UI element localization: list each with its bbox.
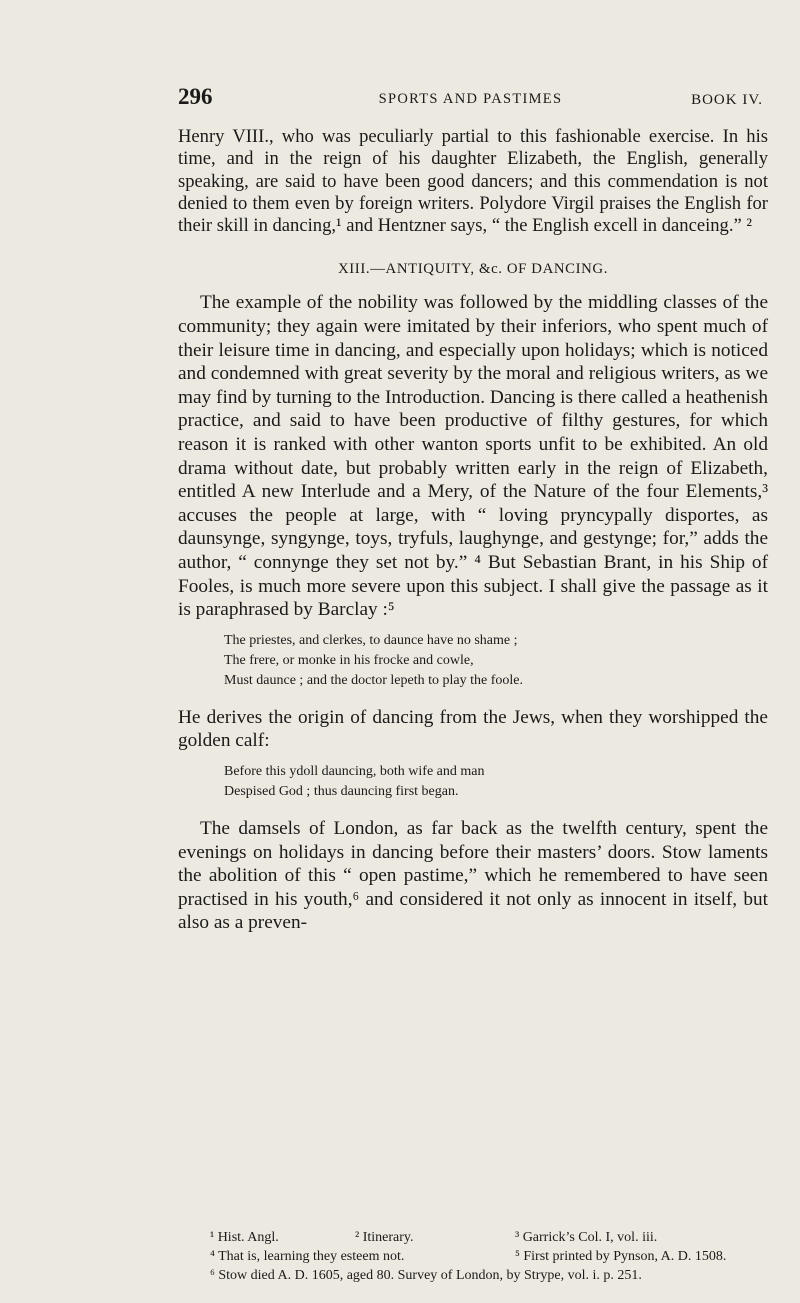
page-header [178, 84, 763, 124]
footnote-1: ¹ Hist. Angl. [210, 1230, 279, 1245]
verse-quote-golden-calf [224, 762, 768, 802]
footnote-6: ⁶ Stow died A. D. 1605, aged 80. Survey of London, by Strype, vol. i. p. 251. [210, 1268, 642, 1283]
running-title: SPORTS AND PASTIMES [378, 91, 563, 107]
verse-line: Must daunce ; and the doctor lepeth to play the foole. [224, 672, 523, 688]
verse-line: Before this ydoll dauncing, both wife and man [224, 763, 485, 779]
footnote-4: ⁴ That is, learning they esteem not. [210, 1249, 405, 1264]
paragraph-origin-dancing: He derives the origin of dancing from the Jews, when they worshipped the golden calf: [178, 706, 768, 752]
section-title: XIII.—ANTIQUITY, &c. OF DANCING. [337, 261, 609, 278]
verse-line: The priestes, and clerkes, to daunce have no shame ; [224, 632, 518, 648]
paragraph-henry-viii: Henry VIII., who was peculiarly partial to this fashionable exercise. In his time, and in the reign of his daughter Elizabeth, the English, generally speaking, are said to have been good dancers; and this commendation is not denied to them even by foreign writers. Polydore Virgil praises the English for their skill in dancing,¹ and Hentzner says, “ the English excell in danceing.” ² [178, 126, 768, 237]
footnote-3: ³ Garrick’s Col. I, vol. iii. [515, 1230, 658, 1245]
page-number: 296 [178, 84, 213, 109]
footnote-2: ² Itinerary. [355, 1230, 414, 1245]
paragraph-example-nobility: The example of the nobility was followed by the middling classes of the community; they again were imitated by their inferiors, who spent much of their leisure time in dancing, and especially upon holidays; which is noticed and condemned with great severity by the moral and religious writers, as we may find by turning to the Introduction. Dancing is there called a heathenish practice, and said to have been productive of filthy gestures, for which reason it is ranked with other wanton sports unfit to be exhibited. An old drama without date, but probably written early in the reign of Elizabeth, entitled A new Interlude and a Mery, of the Nature of the four Elements,³ accuses the people at large, with “ loving pryncypally disportes, as daunsynge, syngynge, toys, tryfuls, laughynge, and gestynge; for,” adds the author, “ connynge they set not by.” ⁴ But Sebastian Brant, in his Ship of Fooles, is much more severe upon this subject. I shall give the passage as it is paraphrased by Barclay :⁵ [178, 292, 768, 621]
verse-quote-barclay [224, 631, 768, 691]
paragraph-damsels-london: The damsels of London, as far back as the twelfth century, spent the evenings on holidays in dancing before their masters’ doors. Stow laments the abolition of this “ open pastime,” which he remembered to have seen practised in his youth,⁶ and considered it not only as innocent in itself, but also as a preven- [178, 817, 768, 934]
footnotes [210, 1228, 780, 1285]
book-label: BOOK IV. [691, 92, 763, 108]
verse-line: The frere, or monke in his frocke and cowle, [224, 652, 474, 668]
footnote-5: ⁵ First printed by Pynson, A. D. 1508. [515, 1249, 727, 1264]
page-body [178, 126, 768, 935]
verse-line: Despised God ; thus dauncing first began. [224, 783, 459, 799]
